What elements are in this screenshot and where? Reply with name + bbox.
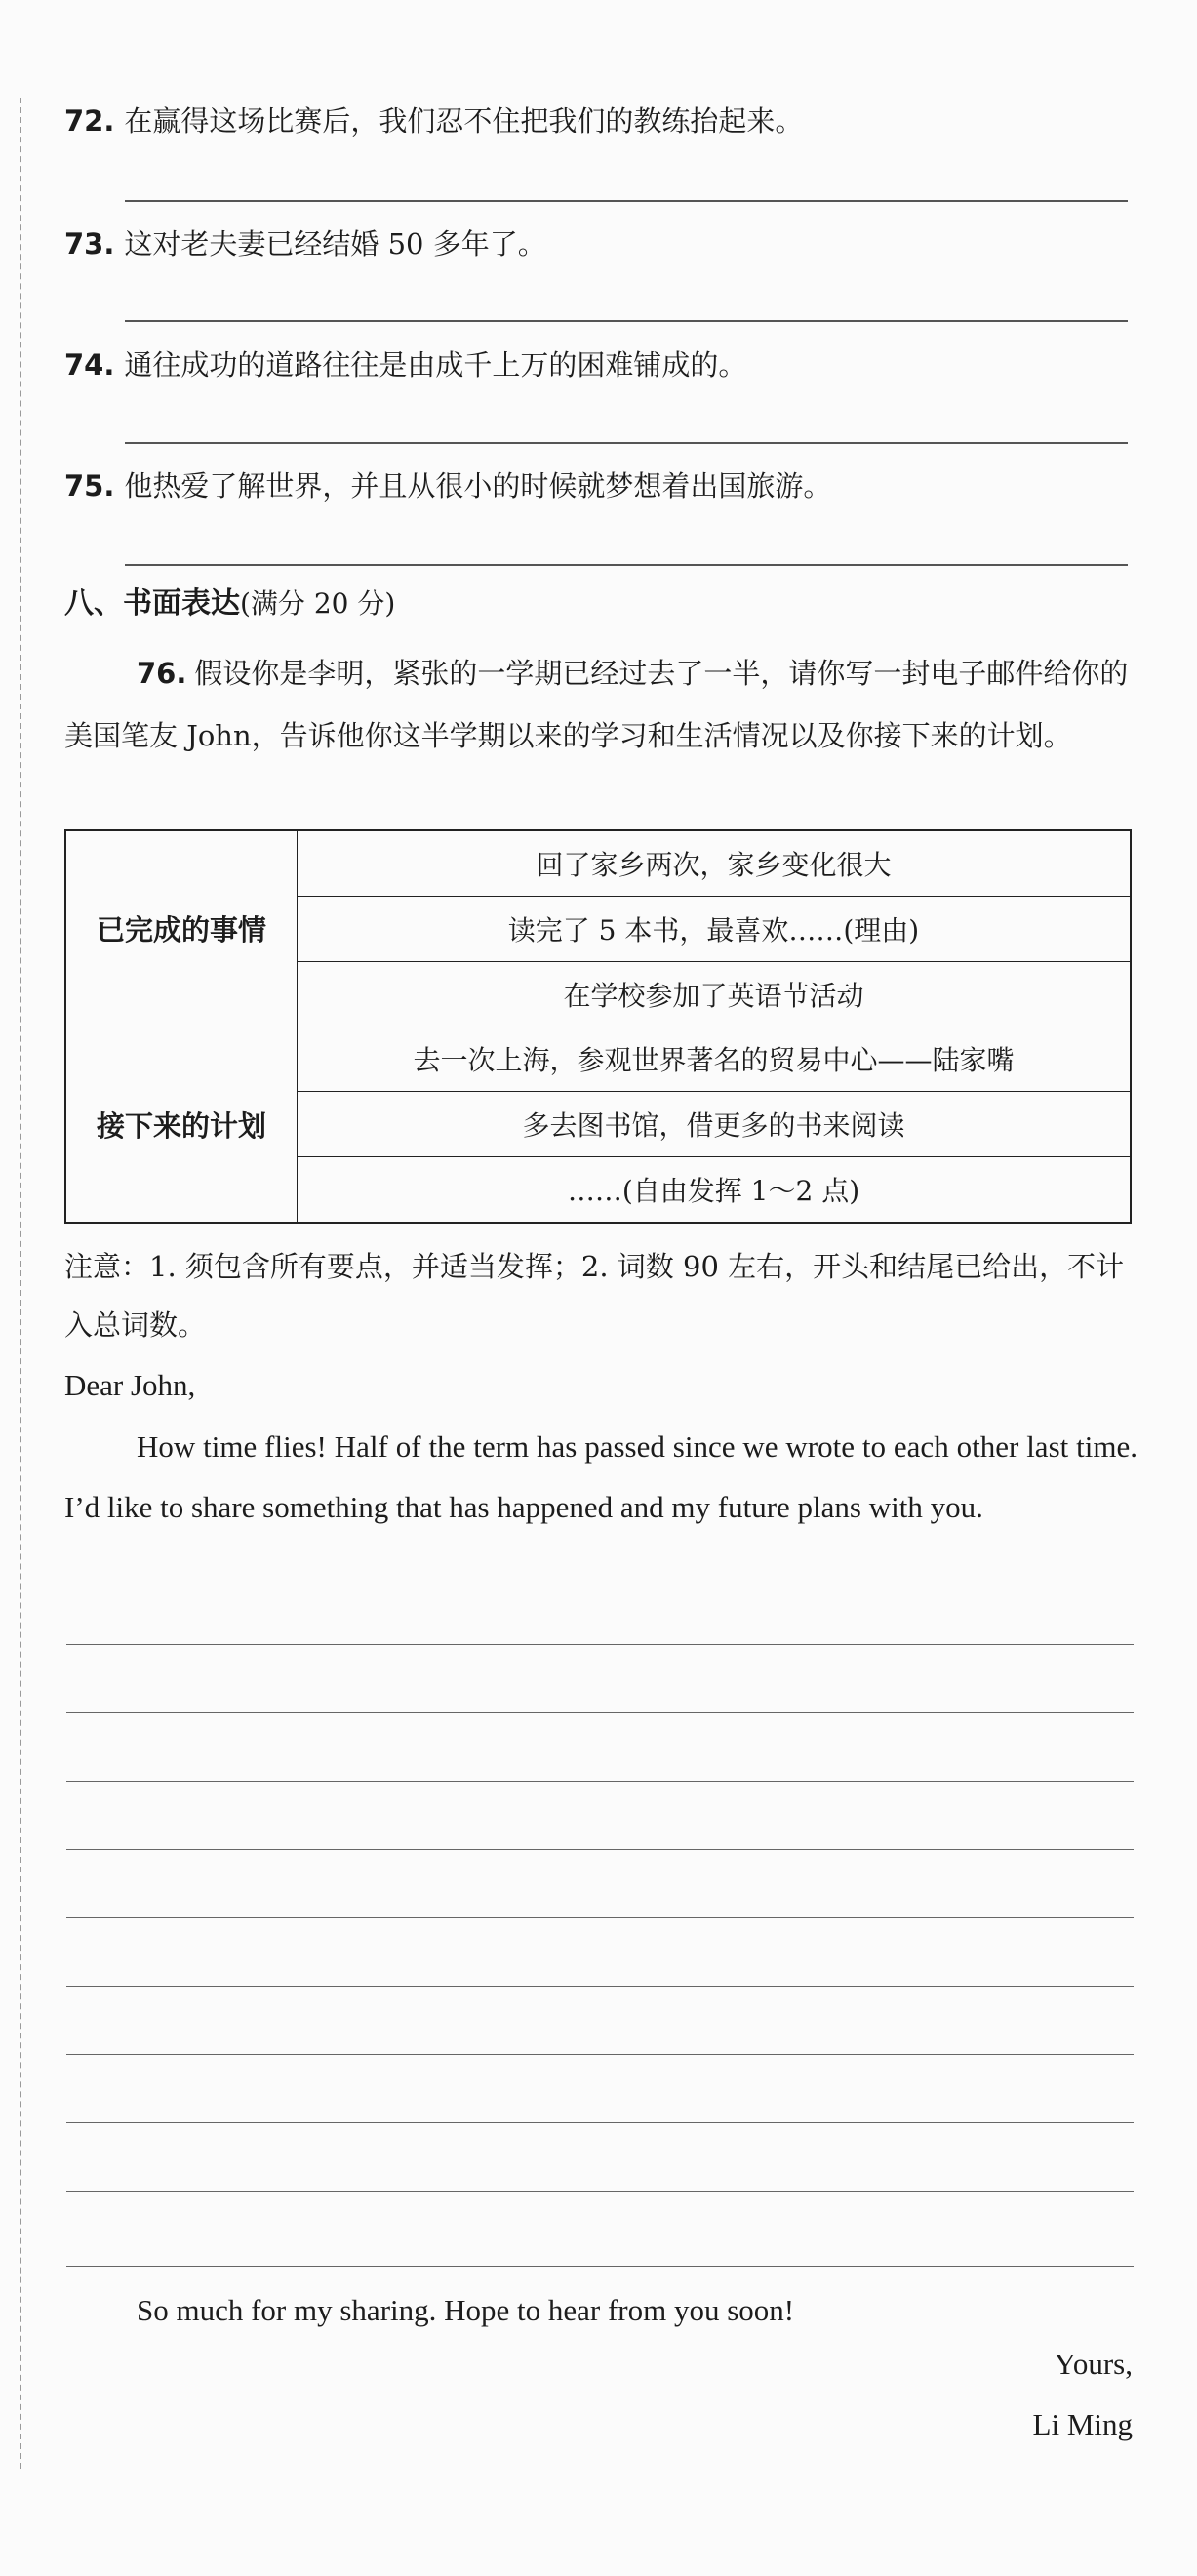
- plan-item: 去一次上海，参观世界著名的贸易中心——陆家嘴: [298, 1026, 1132, 1092]
- section-heading: [64, 584, 395, 624]
- question-72: [64, 101, 803, 141]
- question-number: 76.: [137, 657, 187, 690]
- question-text: 通往成功的道路往往是由成千上万的困难铺成的。: [124, 348, 747, 382]
- plan-item: 多去图书馆，借更多的书来阅读: [298, 1092, 1132, 1157]
- writing-prompt: [64, 642, 1134, 767]
- writing-line[interactable]: [66, 1849, 1134, 1850]
- question-text: 他热爱了解世界，并且从很小的时候就梦想着出国旅游。: [124, 469, 832, 503]
- answer-line-74[interactable]: [125, 442, 1128, 444]
- plan-category-label: 接下来的计划: [65, 1026, 298, 1223]
- writing-line[interactable]: [66, 2266, 1134, 2267]
- section-score: (满分 20 分): [240, 587, 396, 620]
- question-text: 这对老夫妻已经结婚 50 多年了。: [124, 227, 546, 261]
- answer-line-73[interactable]: [125, 320, 1128, 322]
- letter-signoff: Yours,: [1054, 2347, 1133, 2381]
- writing-line[interactable]: [66, 2122, 1134, 2123]
- done-category-label: 已完成的事情: [65, 830, 298, 1026]
- letter-greeting: Dear John,: [64, 1368, 196, 1402]
- letter-signature: Li Ming: [1032, 2407, 1133, 2441]
- writing-note: 注意：1. 须包含所有要点，并适当发挥；2. 词数 90 左右，开头和结尾已给出，不计入总词数。: [64, 1250, 1125, 1342]
- writing-line[interactable]: [66, 2191, 1134, 2192]
- letter-opening: How time flies! Half of the term has passed since we wrote to each other last time. I’d like to share something that has happened and my future plans with you.: [64, 1429, 1137, 1524]
- writing-line[interactable]: [66, 1917, 1134, 1918]
- writing-line[interactable]: [66, 1986, 1134, 1987]
- prompt-text: 假设你是李明，紧张的一学期已经过去了一半，请你写一封电子邮件给你的美国笔友 John，告诉他你这半学期以来的学习和生活情况以及你接下来的计划。: [64, 657, 1129, 752]
- plan-item: ……(自由发挥 1～2 点): [298, 1156, 1132, 1223]
- done-item: 回了家乡两次，家乡变化很大: [298, 830, 1132, 897]
- answer-line-75[interactable]: [125, 564, 1128, 566]
- question-number: 74.: [64, 348, 115, 382]
- section-title: 八、书面表达: [64, 586, 240, 621]
- writing-line[interactable]: [66, 2054, 1134, 2055]
- question-75: [64, 466, 831, 505]
- binding-margin-line: [20, 98, 21, 2469]
- letter-closing: So much for my sharing. Hope to hear from you soon!: [137, 2293, 795, 2327]
- writing-line[interactable]: [66, 1781, 1134, 1782]
- writing-line[interactable]: [66, 1712, 1134, 1713]
- question-text: 在赢得这场比赛后，我们忍不住把我们的教练抬起来。: [124, 104, 804, 138]
- done-item: 读完了 5 本书，最喜欢……(理由): [298, 897, 1132, 962]
- points-table: [64, 829, 1132, 1224]
- question-73: [64, 224, 546, 263]
- writing-line[interactable]: [66, 1644, 1134, 1645]
- question-number: 72.: [64, 104, 115, 138]
- answer-line-72[interactable]: [125, 200, 1128, 202]
- question-74: [64, 345, 746, 384]
- question-number: 73.: [64, 227, 115, 261]
- question-number: 75.: [64, 469, 115, 503]
- done-item: 在学校参加了英语节活动: [298, 961, 1132, 1026]
